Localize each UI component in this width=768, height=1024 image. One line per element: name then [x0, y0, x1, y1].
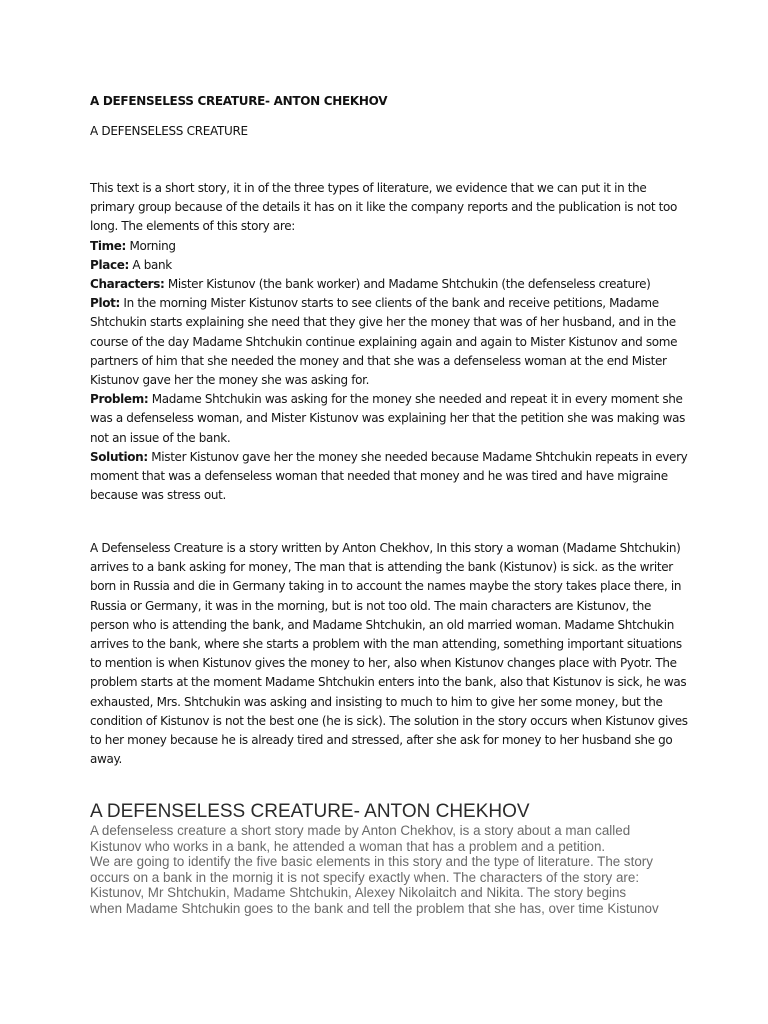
section-heading: A DEFENSELESS CREATURE- ANTON CHEKHOV [90, 801, 530, 822]
text-line: born in Russia and die in Germany taking in to account the names maybe the story takes place there, in [90, 579, 682, 594]
element-time [90, 237, 680, 256]
element-value: Madame Shtchukin was asking for the money she needed and repeat it in every moment she [148, 392, 683, 407]
element-place [90, 256, 680, 275]
text-line: to her money because he is already tired and stressed, after she ask for money to her husband she go [90, 733, 673, 748]
text-line: occurs on a bank in the mornig it is not specify exactly when. The characters of the story are: [90, 869, 640, 885]
analysis-paragraph [90, 179, 688, 505]
text-line: Kistunov who works in a bank, he attended a woman that has a problem and a petition. [90, 838, 606, 854]
element-value: Morning [126, 238, 176, 253]
section-body [90, 823, 690, 916]
element-solution [90, 448, 688, 467]
text-line: partners of him that she needed the money and that she was a defenseless woman at the end Mister [90, 353, 667, 368]
text-line: arrives to the bank, where she starts a problem with the man attending, something important situations [90, 637, 682, 652]
element-value: Mister Kistunov gave her the money she needed because Madame Shtchukin repeats in every [147, 449, 688, 464]
text-line: condition of Kistunov is not the best one (he is sick). The solution in the story occurs when Kistunov gives [90, 713, 688, 728]
text-line: primary group because of the details it has on it like the company reports and the publication is not too [90, 200, 678, 215]
element-label: Time: [90, 238, 126, 253]
element-plot [90, 294, 680, 313]
text-line: not an issue of the bank. [90, 430, 231, 445]
text-line: to mention is when Kistunov gives the money to her, also when Kistunov changes place with Pyotr. The [90, 656, 677, 671]
document-title: A DEFENSELESS CREATURE- ANTON CHEKHOV [90, 94, 388, 108]
text-line: was a defenseless woman, and Mister Kistunov was explaining her that the petition she was making was [90, 411, 685, 426]
element-label: Problem: [90, 392, 149, 407]
text-line: moment that was a defenseless woman that needed that money and he was tired and have migraine [90, 469, 668, 484]
story-title: A DEFENSELESS CREATURE [90, 124, 248, 138]
text-line: A defenseless creature a short story made by Anton Chekhov, is a story about a man called [90, 823, 631, 838]
element-problem [90, 390, 683, 409]
text-line: We are going to identify the five basic elements in this story and the type of literature. The story [90, 854, 653, 869]
element-label: Place: [90, 257, 129, 272]
element-label: Characters: [90, 277, 165, 292]
text-line: Kistunov, Mr Shtchukin, Madame Shtchukin, Alexey Nikolaitch and Nikita. The story begins [90, 885, 627, 900]
text-line: A Defenseless Creature is a story written by Anton Chekhov, In this story a woman (Madame Shtchukin) [90, 541, 681, 555]
text-line: Russia or Germany, it was in the morning, but is not too old. The main characters are Kistunov, the [90, 598, 652, 613]
text-line: course of the day Madame Shtchukin continue explaining again and again to Mister Kistunov and some [90, 334, 678, 349]
text-line: arrives to a bank asking for money, The man that is attending the bank (Kistunov) is sick. as the writer [90, 560, 673, 575]
text-line: exhausted, Mrs. Shtchukin was asking and insisting to much to him to give her some money, but the [90, 694, 663, 709]
element-value: Mister Kistunov (the bank worker) and Madame Shtchukin (the defenseless creature) [164, 277, 651, 292]
text-line: Shtchukin starts explaining she need that they give her the money that was of her husband, and in the [90, 315, 676, 330]
text-line: because was stress out. [90, 488, 226, 503]
text-line: person who is attending the bank, and Madame Shtchukin, an old married woman. Madame Shtchukin [90, 617, 674, 632]
text-line: problem starts at the moment Madame Shtchukin enters into the bank, also that Kistunov is sick, he was [90, 675, 687, 690]
element-value: In the morning Mister Kistunov starts to see clients of the bank and receive petitions, Madame [119, 296, 659, 311]
element-label: Plot: [90, 296, 120, 311]
text-line: when Madame Shtchukin goes to the bank and tell the problem that she has, over time Kistunov [90, 900, 659, 916]
element-characters [90, 275, 680, 294]
text-line: Kistunov gave her the money she was asking for. [90, 373, 370, 388]
text-line: away. [90, 752, 122, 767]
element-value: A bank [128, 257, 172, 272]
text-line: long. The elements of this story are: [90, 219, 295, 234]
summary-paragraph [90, 539, 688, 769]
element-label: Solution: [90, 449, 148, 464]
text-line: This text is a short story, it in of the three types of literature, we evidence that we can put it in the [90, 181, 647, 195]
